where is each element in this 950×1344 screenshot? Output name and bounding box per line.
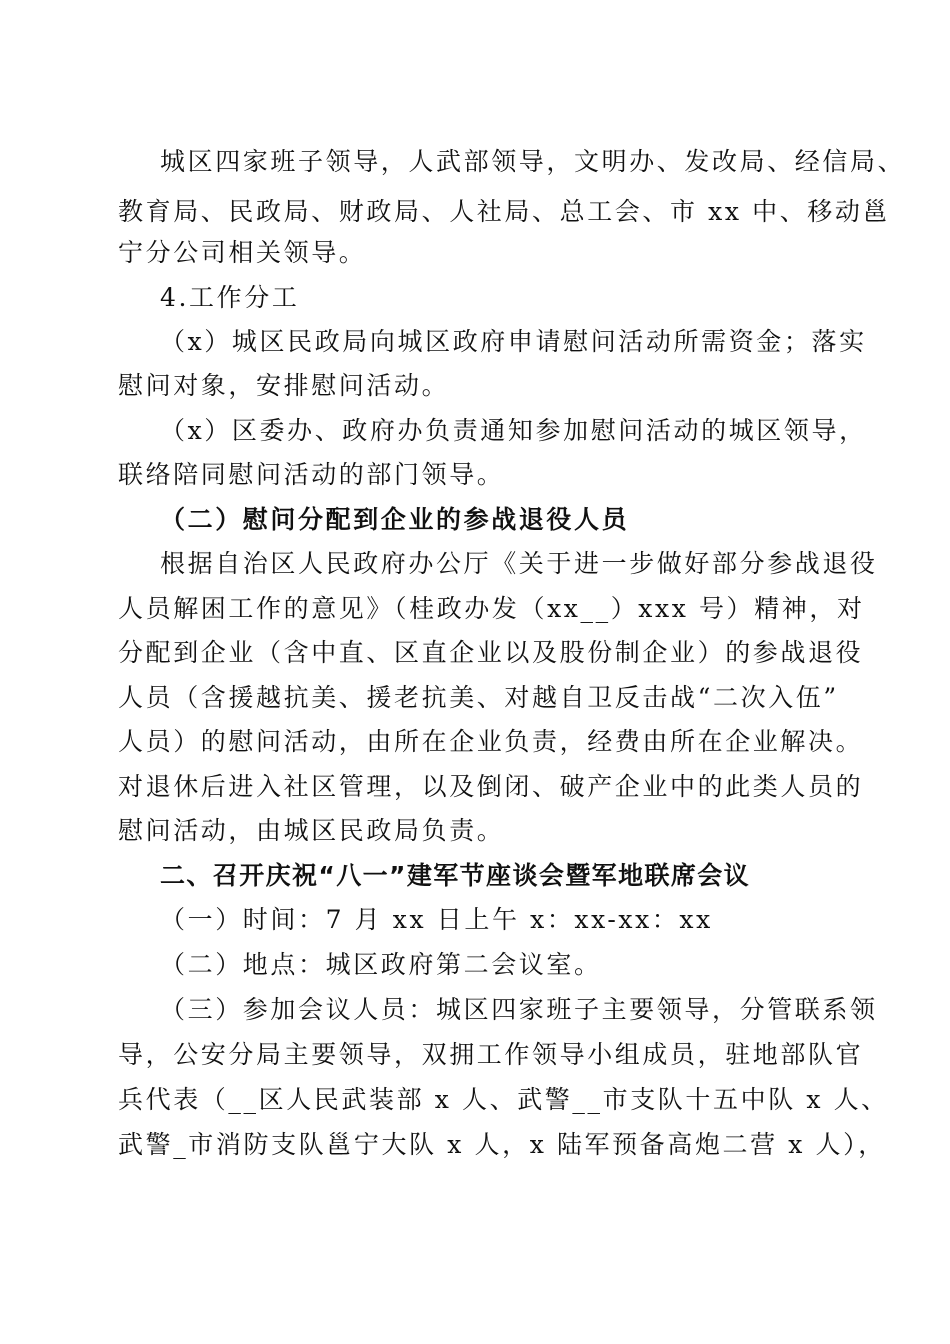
paragraph-line-2: 教育局、民政局、财政局、人社局、总工会、市 xx 中、移动邕 <box>118 197 891 226</box>
paragraph-line-8: 联络陪同慰问活动的部门领导。 <box>118 460 505 489</box>
paragraph-line-19: （二）地点：城区政府第二会议室。 <box>160 950 602 979</box>
paragraph-line-14: 人员）的慰问活动，由所在企业负责，经费由所在企业解决。 <box>118 727 864 756</box>
paragraph-line-6: 慰问对象，安排慰问活动。 <box>118 371 450 400</box>
paragraph-line-7: （x）区委办、政府办负责通知参加慰问活动的城区领导， <box>160 416 867 445</box>
paragraph-line-21: 导，公安分局主要领导，双拥工作领导小组成员，驻地部队官 <box>118 1040 864 1069</box>
paragraph-line-13: 人员（含援越抗美、援老抗美、对越自卫反击战“二次入伍” <box>118 683 839 712</box>
paragraph-line-18: （一）时间：7 月 xx 日上午 x：xx-xx：xx <box>160 905 713 934</box>
paragraph-line-5: （x）城区民政局向城区政府申请慰问活动所需资金；落实 <box>160 327 867 356</box>
paragraph-line-23: 武警_市消防支队邕宁大队 x 人，x 陆军预备高炮二营 x 人）， <box>118 1130 886 1159</box>
paragraph-line-22: 兵代表（__区人民武装部 x 人、武警__市支队十五中队 x 人、 <box>118 1085 889 1114</box>
section-heading: 二、召开庆祝“八一”建军节座谈会暨军地联席会议 <box>160 861 751 890</box>
paragraph-line-10: 根据自治区人民政府办公厅《关于进一步做好部分参战退役 <box>160 549 878 578</box>
subsection-heading: （二）慰问分配到企业的参战退役人员 <box>160 505 630 534</box>
paragraph-line-20: （三）参加会议人员：城区四家班子主要领导，分管联系领 <box>160 995 878 1024</box>
paragraph-line-3: 宁分公司相关领导。 <box>118 238 367 267</box>
paragraph-line-16: 慰问活动，由城区民政局负责。 <box>118 816 505 845</box>
paragraph-line-12: 分配到企业（含中直、区直企业以及股份制企业）的参战退役 <box>118 638 864 667</box>
paragraph-line-11: 人员解困工作的意见》（桂政办发（xx__）xxx 号）精神，对 <box>118 594 865 623</box>
paragraph-line-1: 城区四家班子领导，人武部领导，文明办、发改局、经信局、 <box>160 147 906 176</box>
paragraph-line-15: 对退休后进入社区管理，以及倒闭、破产企业中的此类人员的 <box>118 772 864 801</box>
section-item-title: 4.工作分工 <box>160 283 300 312</box>
